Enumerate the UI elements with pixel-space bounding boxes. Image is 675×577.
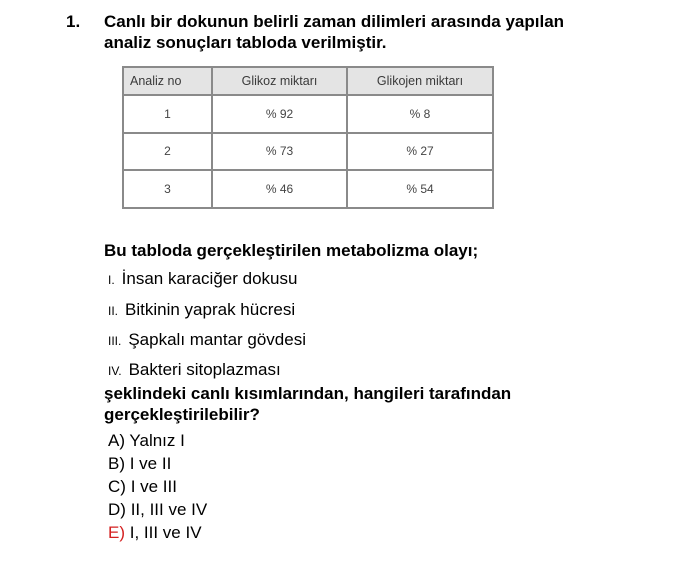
option-letter: C) [108, 477, 126, 496]
option-e[interactable] [108, 521, 207, 544]
table-cell: % 54 [347, 170, 493, 208]
table-header-row [123, 67, 493, 95]
item-text: Bakteri sitoplazması [128, 360, 281, 379]
option-b[interactable] [108, 452, 207, 475]
list-item [108, 268, 297, 291]
question-prompt [104, 383, 511, 425]
header-analiz-no: Analiz no [123, 67, 212, 95]
option-letter: B) [108, 454, 125, 473]
question-stem-line: Canlı bir dokunun belirli zaman dilimleri arasında yapılan [104, 12, 565, 31]
question-number: 1. [66, 12, 81, 31]
option-text: I ve III [130, 477, 177, 496]
item-roman: III. [108, 334, 122, 348]
option-a[interactable] [108, 429, 207, 452]
table-cell: % 46 [212, 170, 347, 208]
table-cell: % 92 [212, 95, 347, 133]
lead-text: Bu tabloda gerçekleştirilen metabolizma olayı; [104, 241, 479, 260]
table-row [123, 95, 493, 133]
option-text: II, III ve IV [130, 500, 208, 519]
table-cell: % 8 [347, 95, 493, 133]
option-c[interactable] [108, 475, 207, 498]
item-text: İnsan karaciğer dokusu [121, 269, 298, 288]
item-roman: I. [108, 273, 115, 287]
answer-options [108, 429, 207, 544]
header-glikojen: Glikojen miktarı [347, 67, 493, 95]
table-row [123, 170, 493, 208]
option-text: I ve II [129, 454, 172, 473]
question-stem [104, 11, 644, 53]
table-cell: 1 [123, 95, 212, 133]
option-letter: D) [108, 500, 126, 519]
option-text: Yalnız I [129, 431, 185, 450]
table-cell: % 27 [347, 133, 493, 171]
header-glikoz: Glikoz miktarı [212, 67, 347, 95]
question-prompt-line: şeklindeki canlı kısımlarından, hangileri tarafından [104, 384, 512, 403]
analysis-table [122, 66, 494, 209]
list-item [108, 329, 306, 352]
option-d[interactable] [108, 498, 207, 521]
list-item [108, 359, 281, 382]
option-letter: E) [108, 523, 125, 542]
question-prompt-line: gerçekleştirilebilir? [104, 405, 260, 424]
item-text: Şapkalı mantar gövdesi [128, 330, 306, 349]
item-text: Bitkinin yaprak hücresi [125, 300, 296, 319]
table-cell: 2 [123, 133, 212, 171]
table-cell: % 73 [212, 133, 347, 171]
table-row [123, 133, 493, 171]
question-stem-line: analiz sonuçları tabloda verilmiştir. [104, 33, 387, 52]
option-letter: A) [108, 431, 125, 450]
table-cell: 3 [123, 170, 212, 208]
item-roman: II. [108, 304, 119, 318]
option-text: I, III ve IV [129, 523, 202, 542]
list-item [108, 299, 295, 322]
item-roman: IV. [108, 364, 122, 378]
